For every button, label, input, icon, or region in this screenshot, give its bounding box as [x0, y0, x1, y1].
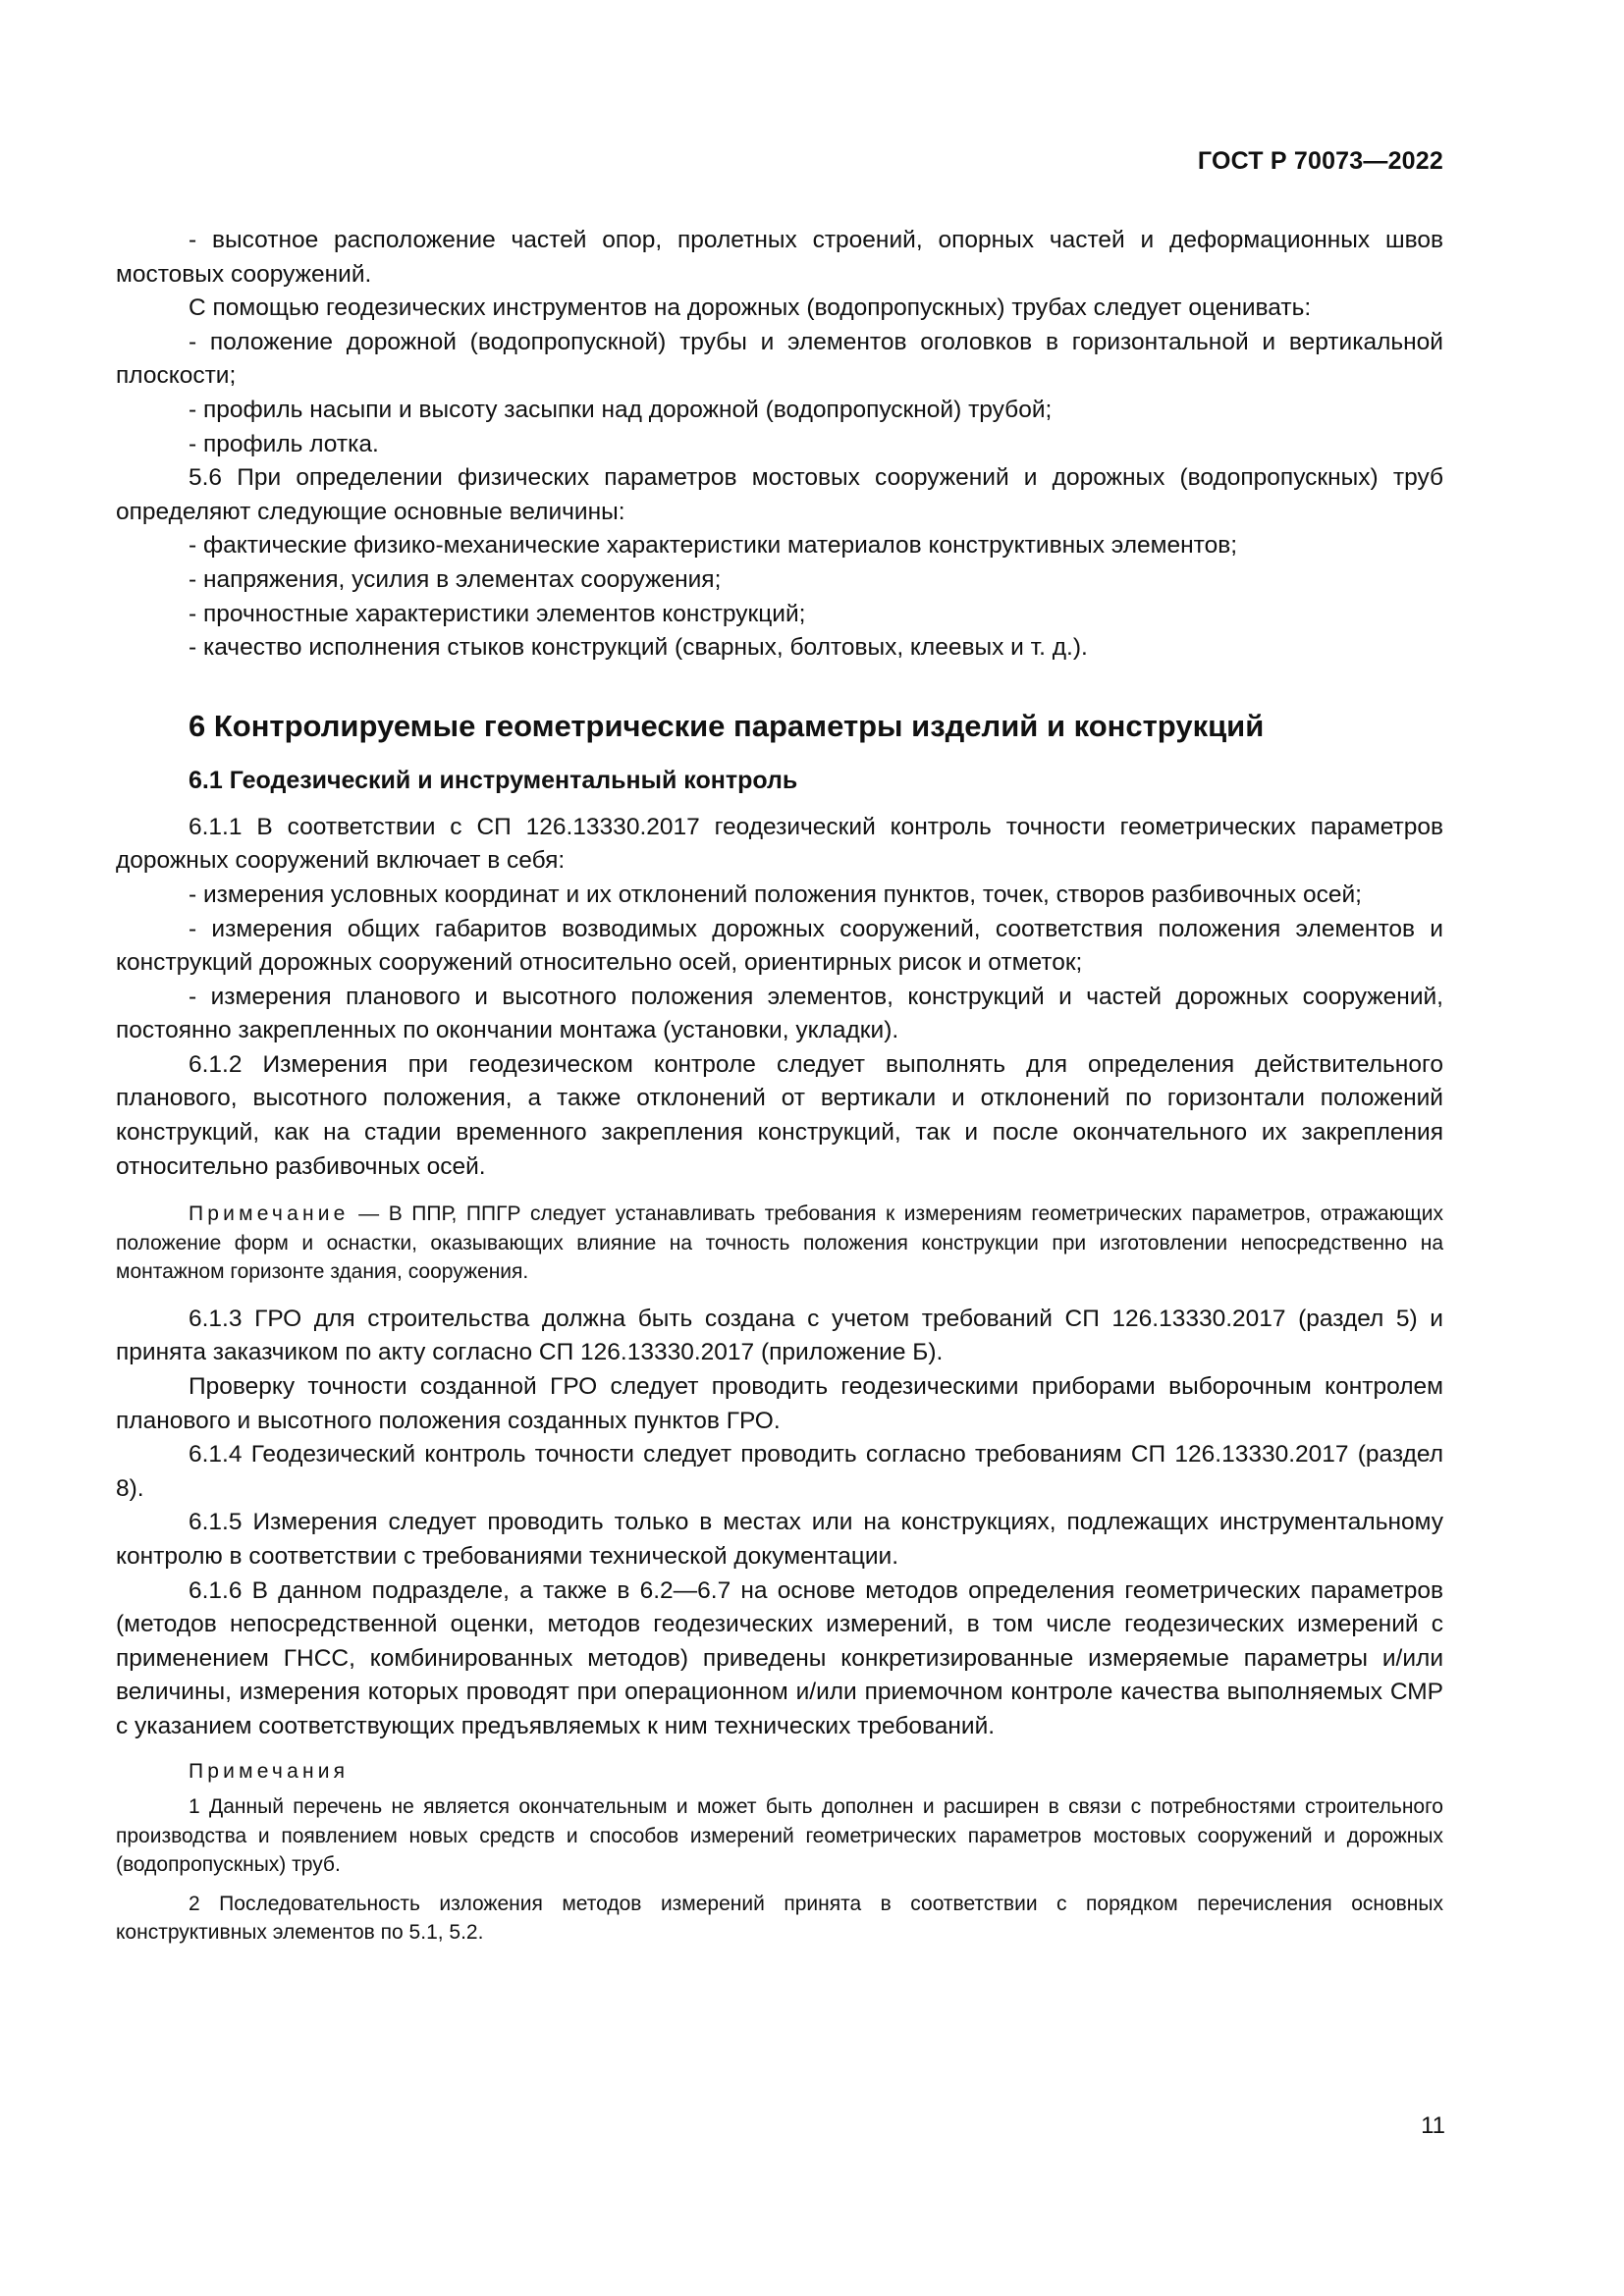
list-item: - измерения общих габаритов возводимых дорожных сооружений, соответствия положения элементов и конструкций дорожных сооружений относительно осей, ориентирных рисок и отметок; — [116, 915, 1443, 977]
note-item: 2 Последовательность изложения методов измерений принята в соответствии с порядком перечисления основных конструктивных элементов по 5.1, 5.2. — [116, 1892, 1443, 1945]
note — [116, 1200, 1443, 1287]
paragraph: 6.1.4 Геодезический контроль точности следует проводить согласно требованиям СП 126.13330.2017 (раздел 8). — [116, 1441, 1443, 1502]
list-item: - прочностные характеристики элементов конструкций; — [189, 600, 806, 627]
list-item: - профиль лотка. — [189, 430, 379, 457]
note-item: 1 Данный перечень не является окончательным и может быть дополнен и расширен в связи с потребностями строительного производства и появлением новых средств и способов измерений геометрических параметров мостовых сооружений и дорожных (водопропускных) труб. — [116, 1795, 1443, 1877]
paragraph: С помощью геодезических инструментов на дорожных (водопропускных) трубах следует оценивать: — [189, 294, 1312, 322]
list-item: - измерения планового и высотного положения элементов, конструкций и частей дорожных сооружений, постоянно закрепленных по окончании монтажа (установки, укладки). — [116, 983, 1443, 1044]
paragraph: 6.1.1 В соответствии с СП 126.13330.2017 геодезический контроль точности геометрических параметров дорожных сооружений включает в себя: — [116, 813, 1443, 875]
note-block — [116, 1200, 1443, 1287]
list-item: - положение дорожной (водопропускной) трубы и элементов оголовков в горизонтальной и вертикальной плоскости; — [116, 328, 1443, 390]
paragraph: 5.6 При определении физических параметров мостовых сооружений и дорожных (водопропускных) труб определяют следующие основные величины: — [116, 464, 1443, 525]
page-body — [116, 224, 1443, 1957]
paragraph: Проверку точности созданной ГРО следует проводить геодезическими приборами выборочным контролем планового и высотного положения созданных пунктов ГРО. — [116, 1372, 1443, 1434]
paragraph: 6.1.5 Измерения следует проводить только в местах или на конструкциях, подлежащих инструментальному контролю в соответствии с требованиями технической документации. — [116, 1509, 1443, 1570]
list-item: - высотное расположение частей опор, пролетных строений, опорных частей и деформационных швов мостовых сооружений. — [116, 227, 1443, 288]
list-item: - профиль насыпи и высоту засыпки над дорожной (водопропускной) трубой; — [189, 396, 1053, 423]
document-header: ГОСТ Р 70073—2022 — [1197, 147, 1443, 175]
paragraph: 6.1.6 В данном подразделе, а также в 6.2—6.7 на основе методов определения геометрических параметров (методов непосредственной оценки, методов геодезических измерений, в том числе геодезических измерений с применением ГНСС, комбинированных методов) приведены конкретизированные измеряемые параметры и/или величины, измерения которых проводят при операционном и/или приемочном контроле качества выполняемых СМР с указанием соответствующих предъявляемых к ним технических требований. — [116, 1576, 1443, 1739]
notes-title — [116, 1757, 1443, 1787]
list-item: - качество исполнения стыков конструкций (сварных, болтовых, клеевых и т. д.). — [189, 634, 1088, 662]
list-item: - напряжения, усилия в элементах сооружения; — [189, 565, 722, 593]
section-title: 6 Контролируемые геометрические параметры изделий и конструкций — [189, 708, 1265, 743]
page-number: 11 — [1421, 2112, 1445, 2139]
subsection-title: 6.1 Геодезический и инструментальный контроль — [189, 766, 798, 794]
paragraph: 6.1.3 ГРО для строительства должна быть создана с учетом требований СП 126.13330.2017 (раздел 5) и принята заказчиком по акту согласно СП 126.13330.2017 (приложение Б). — [116, 1305, 1443, 1366]
note-text: — В ППР, ППГР следует устанавливать требования к измерениям геометрических параметров, отражающих положение форм и оснастки, оказывающих влияние на точность положения конструкции при изготовлении непосредственно на монтажном горизонте здания, сооружения. — [116, 1202, 1443, 1284]
list-item: - фактические физико-механические характеристики материалов конструктивных элементов; — [189, 532, 1238, 560]
note-label: Примечание — [189, 1202, 350, 1226]
paragraph: 6.1.2 Измерения при геодезическом контроле следует выполнять для определения действительного планового, высотного положения, а также отклонений от вертикали и отклонений по горизонтали положений конструкций, как на стадии временного закрепления конструкций, так и после окончательного их закрепления относительно разбивочных осей. — [116, 1050, 1443, 1180]
notes-label: Примечания — [189, 1760, 350, 1784]
list-item: - измерения условных координат и их отклонений положения пунктов, точек, створов разбивочных осей; — [189, 881, 1362, 908]
